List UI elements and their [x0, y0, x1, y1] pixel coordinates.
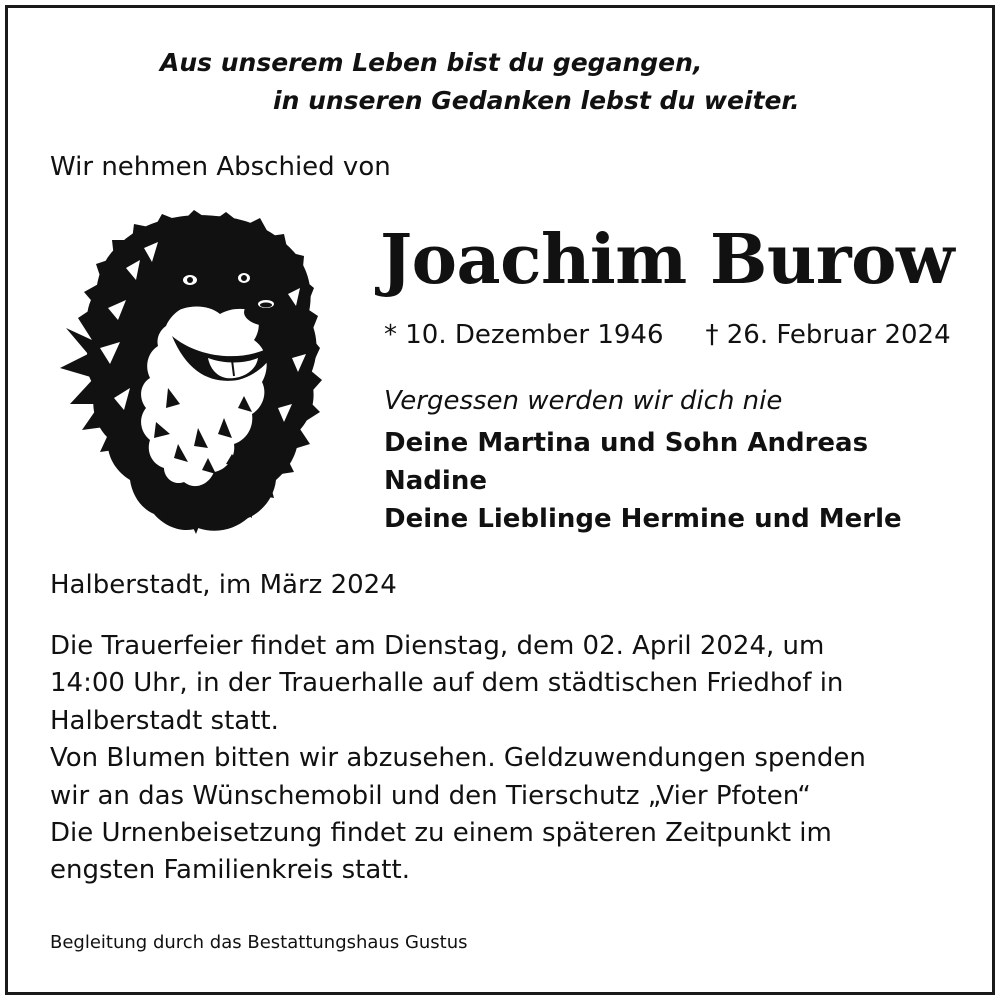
place-date: Halberstadt, im März 2024 — [50, 570, 397, 600]
dog-portrait-icon — [48, 208, 323, 538]
death-date: † 26. Februar 2024 — [705, 320, 951, 350]
details-line: Von Blumen bitten wir abzusehen. Geldzuwendungen spenden — [50, 743, 866, 774]
details-line: Halberstadt statt. — [50, 705, 279, 736]
undertaker-credit: Begleitung durch das Bestattungshaus Gustus — [50, 932, 468, 953]
mourner-line: Deine Lieblinge Hermine und Merle — [384, 504, 902, 534]
life-dates — [384, 320, 951, 350]
notice-frame — [5, 5, 995, 995]
mourners-list — [384, 424, 902, 538]
details-line: engsten Familienkreis statt. — [50, 855, 410, 886]
intro-text: Wir nehmen Abschied von — [50, 152, 391, 182]
details-line: Die Trauerfeier findet am Dienstag, dem 02. April 2024, um — [50, 631, 825, 661]
deceased-name: Joachim Burow — [380, 220, 955, 300]
details-line: wir an das Wünschemobil und den Tierschutz „Vier Pfoten“ — [50, 780, 811, 811]
motto-line-1: Aus unserem Leben bist du gegangen, — [160, 48, 703, 77]
details-line: Die Urnenbeisetzung findet zu einem späteren Zeitpunkt im — [50, 818, 832, 849]
birth-date: * 10. Dezember 1946 — [384, 320, 664, 350]
mourner-line: Deine Martina und Sohn Andreas — [384, 428, 869, 458]
tribute-text: Vergessen werden wir dich nie — [384, 386, 783, 416]
funeral-details — [50, 628, 980, 890]
details-line: 14:00 Uhr, in der Trauerhalle auf dem städtischen Friedhof in — [50, 668, 844, 699]
mourner-line: Nadine — [384, 466, 487, 496]
motto-line-2: in unseren Gedanken lebst du weiter. — [273, 86, 800, 115]
